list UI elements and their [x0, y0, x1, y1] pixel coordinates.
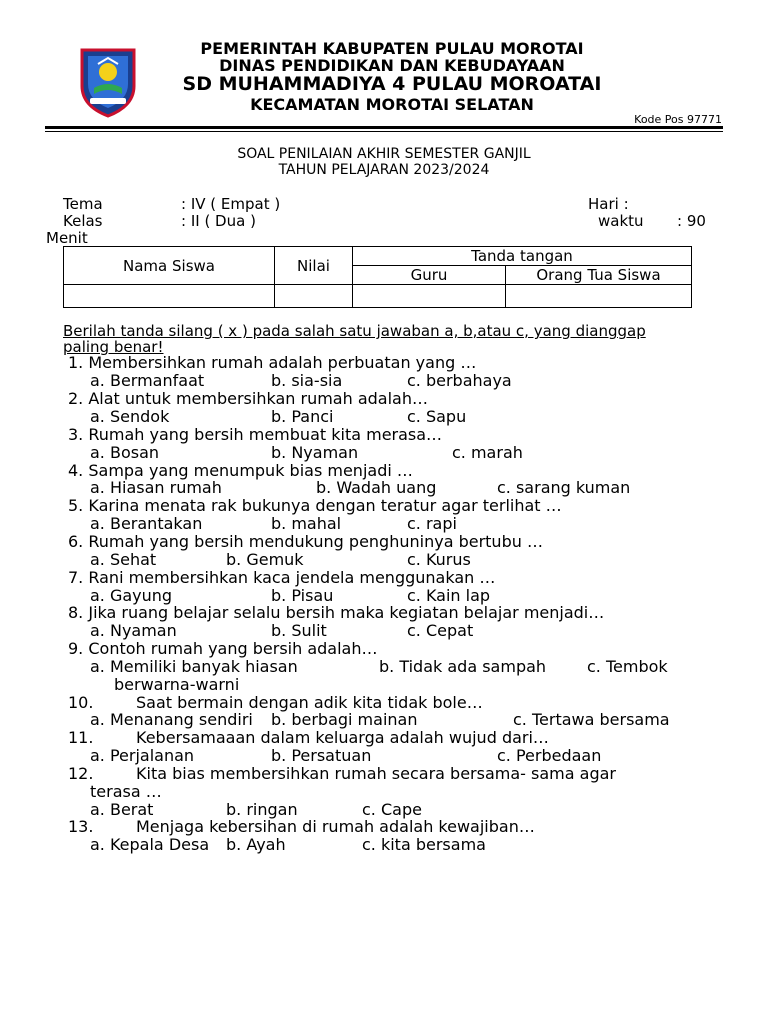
option-b[interactable]: b. mahal — [271, 514, 342, 533]
option-c[interactable]: c. Kurus — [407, 550, 471, 569]
question-number: 11. — [68, 728, 94, 747]
option-b[interactable]: b. berbagi mainan — [271, 710, 418, 729]
option-c[interactable]: c. rapi — [407, 514, 457, 533]
option-c[interactable]: c. Tembok — [587, 657, 668, 676]
student-signature-table — [63, 246, 692, 308]
tema-label: Tema — [63, 195, 103, 213]
option-c[interactable]: c. sarang kuman — [497, 478, 631, 497]
option-c[interactable]: c. berbahaya — [407, 371, 512, 390]
option-a[interactable]: a. Menanang sendiri — [90, 710, 253, 729]
option-c[interactable]: c. Cape — [362, 800, 422, 819]
tanda-tangan-header: Tanda tangan — [353, 247, 692, 266]
option-c[interactable]: c. Kain lap — [407, 586, 491, 605]
option-b[interactable]: b. Pisau — [271, 586, 334, 605]
question-number: 13. — [68, 817, 94, 836]
kelas-value: : II ( Dua ) — [181, 212, 256, 230]
question-text: 2. Alat untuk membersihkan rumah adalah… — [68, 389, 428, 408]
nama-siswa-cell[interactable] — [64, 285, 275, 308]
header-department: DINAS PENDIDIKAN DAN KEBUDAYAAN — [219, 56, 565, 75]
option-c-continuation: berwarna-warni — [114, 675, 240, 694]
option-c[interactable]: c. Cepat — [407, 621, 474, 640]
question-number: 10. — [68, 693, 94, 712]
tema-value: : IV ( Empat ) — [181, 195, 281, 213]
waktu-label: waktu — [598, 212, 644, 230]
header-divider-thick — [45, 126, 723, 129]
question-text: 8. Jika ruang belajar selalu bersih maka kegiatan belajar menjadi… — [68, 603, 605, 622]
option-a[interactable]: a. Berantakan — [90, 514, 203, 533]
option-b[interactable]: b. Ayah — [226, 835, 286, 854]
option-c[interactable]: c. marah — [452, 443, 523, 462]
orang-tua-signature-cell[interactable] — [506, 285, 692, 308]
question-number: 12. — [68, 764, 94, 783]
hari-label: Hari : — [588, 195, 629, 213]
option-b[interactable]: b. sia-sia — [271, 371, 343, 390]
header-school-name: SD MUHAMMADIYA 4 PULAU MOROATAI — [182, 73, 602, 95]
option-a[interactable]: a. Sehat — [90, 550, 157, 569]
option-b[interactable]: b. Wadah uang — [316, 478, 437, 497]
option-a[interactable]: a. Hiasan rumah — [90, 478, 222, 497]
question-text: 1. Membersihkan rumah adalah perbuatan yang … — [68, 353, 477, 372]
instruction-line2: paling benar! — [63, 338, 164, 356]
header-district: KECAMATAN MOROTAI SELATAN — [250, 95, 534, 114]
option-a[interactable]: a. Perjalanan — [90, 746, 195, 765]
kelas-label: Kelas — [63, 212, 103, 230]
option-a[interactable]: a. Bosan — [90, 443, 160, 462]
option-b[interactable]: b. Sulit — [271, 621, 327, 640]
question-text: 6. Rumah yang bersih mendukung penghuninya bertubu … — [68, 532, 543, 551]
question-text: Menjaga kebersihan di rumah adalah kewajiban… — [136, 817, 535, 836]
question-text: Kita bias membersihkan rumah secara bersama- sama agar — [136, 764, 616, 783]
option-a[interactable]: a. Gayung — [90, 586, 173, 605]
option-a[interactable]: a. Kepala Desa — [90, 835, 210, 854]
nama-siswa-header: Nama Siswa — [64, 247, 275, 285]
option-b[interactable]: b. Persatuan — [271, 746, 372, 765]
question-text: Kebersamaaan dalam keluarga adalah wujud dari… — [136, 728, 549, 747]
guru-header: Guru — [353, 266, 506, 285]
question-text: Saat bermain dengan adik kita tidak bole… — [136, 693, 483, 712]
academic-year: TAHUN PELAJARAN 2023/2024 — [278, 162, 490, 178]
option-a[interactable]: a. Sendok — [90, 407, 170, 426]
question-continuation: terasa … — [90, 782, 162, 801]
option-c[interactable]: c. Perbedaan — [497, 746, 602, 765]
option-a[interactable]: a. Bermanfaat — [90, 371, 205, 390]
exam-title: SOAL PENILAIAN AKHIR SEMESTER GANJIL — [237, 146, 531, 162]
option-b[interactable]: b. Gemuk — [226, 550, 304, 569]
option-a[interactable]: a. Nyaman — [90, 621, 177, 640]
option-c[interactable]: c. kita bersama — [362, 835, 486, 854]
question-text: 5. Karina menata rak bukunya dengan teratur agar terlihat … — [68, 496, 562, 515]
option-c[interactable]: c. Tertawa bersama — [513, 710, 670, 729]
option-b[interactable]: b. Nyaman — [271, 443, 359, 462]
header-divider-thin — [45, 131, 723, 132]
option-a[interactable]: a. Memiliki banyak hiasan — [90, 657, 298, 676]
header-government: PEMERINTAH KABUPATEN PULAU MOROTAI — [200, 39, 584, 58]
option-b[interactable]: b. ringan — [226, 800, 298, 819]
waktu-value: : 90 — [677, 212, 706, 230]
option-b[interactable]: b. Tidak ada sampah — [379, 657, 547, 676]
nilai-header: Nilai — [275, 247, 353, 285]
question-text: 7. Rani membersihkan kaca jendela menggunakan … — [68, 568, 496, 587]
option-b[interactable]: b. Panci — [271, 407, 334, 426]
option-c[interactable]: c. Sapu — [407, 407, 467, 426]
question-text: 9. Contoh rumah yang bersih adalah… — [68, 639, 378, 658]
guru-signature-cell[interactable] — [353, 285, 506, 308]
nilai-cell[interactable] — [275, 285, 353, 308]
question-text: 3. Rumah yang bersih membuat kita merasa… — [68, 425, 443, 444]
question-text: 4. Sampa yang menumpuk bias menjadi … — [68, 461, 413, 480]
instruction-line1: Berilah tanda silang ( x ) pada salah satu jawaban a, b,atau c, yang dianggap — [63, 322, 646, 340]
postal-code: Kode Pos 97771 — [634, 113, 722, 126]
menit-label: Menit — [46, 229, 88, 247]
orang-tua-header: Orang Tua Siswa — [506, 266, 692, 285]
option-a[interactable]: a. Berat — [90, 800, 154, 819]
